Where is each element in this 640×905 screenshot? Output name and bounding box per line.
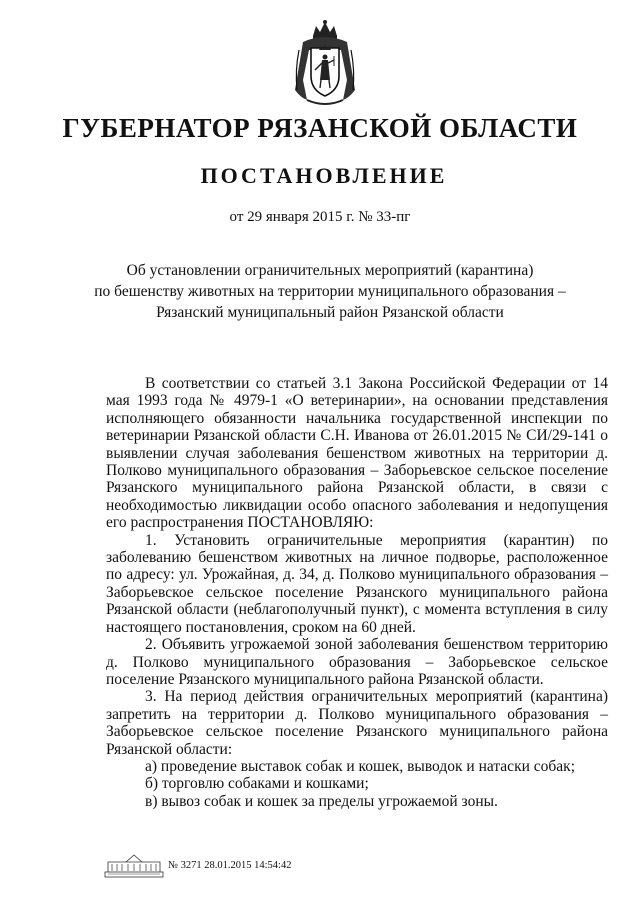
clause-3: 3. На период действия ограничительных мероприятий (карантина) запретить на территории д. Полково муниципального образования – Заборьевское сельское поселение Рязанского муниципального района Рязанской области:	[106, 688, 608, 758]
document-subject	[60, 260, 600, 323]
coat-of-arms-icon	[289, 20, 361, 106]
clause-1: 1. Установить ограничительные мероприятия (карантин) по заболеванию бешенством животных на личное подворье, расположенное по адресу: ул. Урожайная, д. 34, д. Полково муниципального образования – Заборьевское сельское поселение Рязанского муниципального района Рязанской области (неблагополучный пункт), с момента вступления в силу настоящего постановления, сроком на 60 дней.	[106, 531, 608, 636]
registration-footer	[104, 850, 291, 880]
subject-line: Рязанский муниципальный район Рязанской области	[156, 304, 504, 321]
clause-3-sub-a: а) проведение выставок собак и кошек, выводок и натаски собак;	[145, 757, 575, 775]
subject-line: по бешенству животных на территории муниципального образования –	[94, 283, 566, 300]
clause-3-sub-b: б) торговлю собаками и кошками;	[145, 775, 369, 793]
subject-line: Об установлении ограничительных мероприятий (карантина)	[126, 262, 534, 279]
clause-3-sub-c: в) вывоз собак и кошек за пределы угрожаемой зоны.	[145, 792, 498, 810]
preamble-paragraph: В соответствии со статьей 3.1 Закона Российской Федерации от 14 мая 1993 года № 4979-1 «О ветеринарии», на основании представления исполняющего обязанности начальника государственной инспекции по ветеринарии Рязанской области С.Н. Иванова от 26.01.2015 № СИ/29-141 о выявлении случая заболевания бешенством животных на территории д. Полково муниципального образования – Заборьевское сельское поселение Рязанского муниципального района Рязанской области, в связи с необходимостью ликвидации особо опасного заболевания и недопущения его распространения ПОСТАНОВЛЯЮ:	[106, 375, 608, 532]
document-date-number: от 29 января 2015 г. № 33-пг	[229, 209, 411, 225]
document-body	[106, 375, 608, 810]
registration-number: № 3271 28.01.2015 14:54:42	[168, 859, 292, 871]
governor-title: ГУБЕРНАТОР РЯЗАНСКОЙ ОБЛАСТИ	[62, 113, 578, 143]
clause-2: 2. Объявить угрожаемой зоной заболевания бешенством территорию д. Полково муниципального образования – Заборьевское сельское поселение Рязанского муниципального района Рязанской области.	[106, 636, 608, 688]
document-type: ПОСТАНОВЛЕНИЕ	[200, 163, 448, 188]
building-stamp-icon	[104, 852, 164, 878]
